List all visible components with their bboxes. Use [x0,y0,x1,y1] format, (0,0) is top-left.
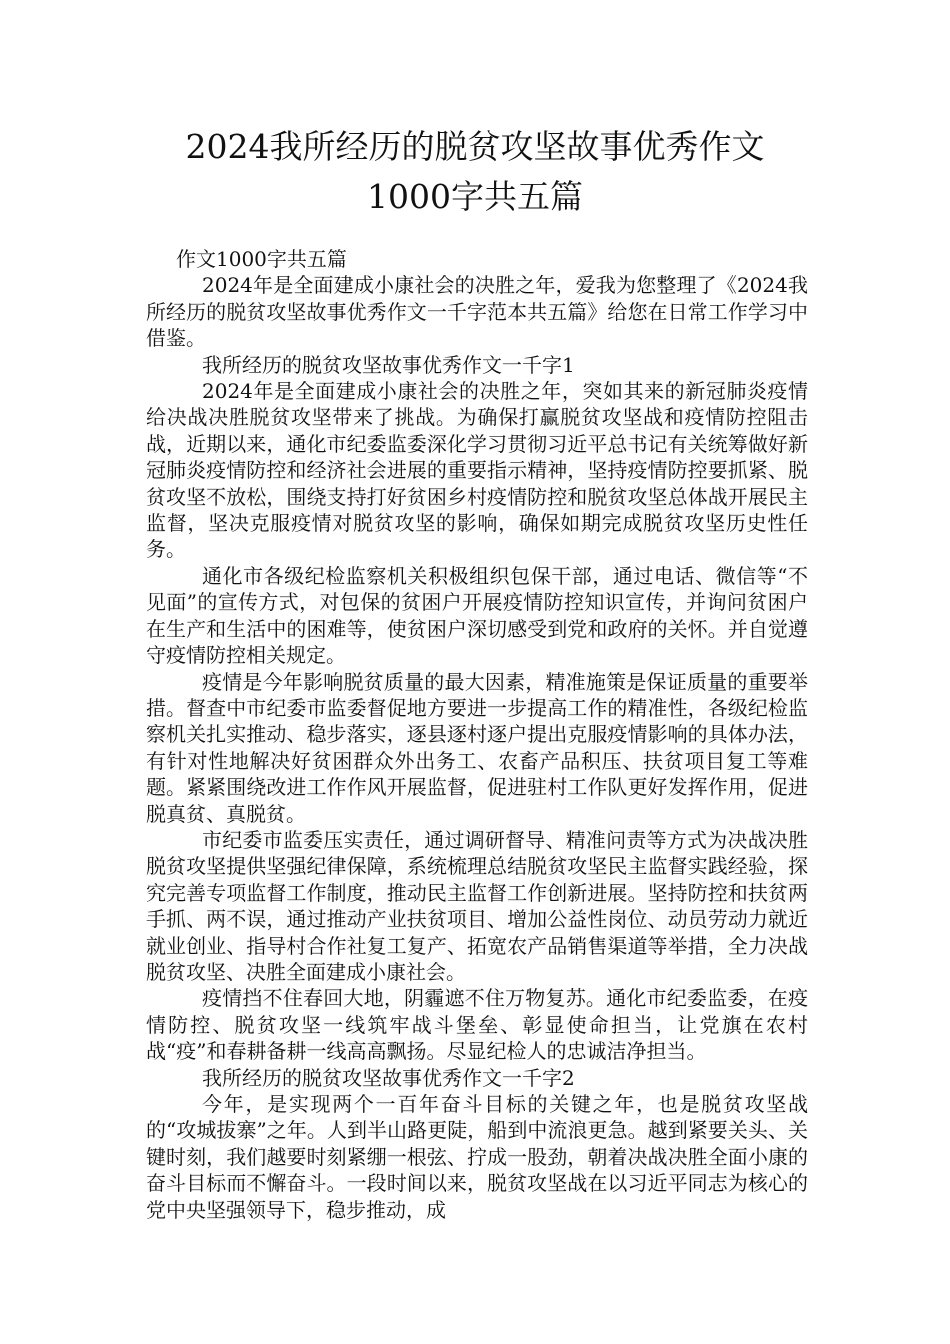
document-body [146,246,808,1223]
paragraph: 疫情是今年影响脱贫质量的最大因素，精准施策是保证质量的重要举措。督查中市纪委市监委督促地方要进一步提高工作的精准性，各级纪检监察机关扎实推动、稳步落实，逐县逐村逐户提出克服疫情影响的具体办法，有针对性地解决好贫困群众外出务工、农畜产品积压、扶贫项目复工等难题。紧紧围绕改进工作作风开展监督，促进驻村工作队更好发挥作用，促进脱真贫、真脱贫。 [146,669,808,826]
paragraph: 今年，是实现两个一百年奋斗目标的关键之年，也是脱贫攻坚战的“攻城拔寨”之年。人到半山路更陡，船到中流浪更急。越到紧要关头、关键时刻，我们越要时刻紧绷一根弦、拧成一股劲，朝着决战决胜全面小康的奋斗目标而不懈奋斗。一段时间以来，脱贫攻坚战在以习近平同志为核心的党中央坚强领导下，稳步推动，成 [146,1092,808,1222]
section-heading-1: 我所经历的脱贫攻坚故事优秀作文一千字1 [202,352,575,377]
paragraph: 通化市各级纪检监察机关积极组织包保干部，通过电话、微信等“不见面”的宣传方式，对包保的贫困户开展疫情防控知识宣传，并询问贫困户在生产和生活中的困难等，使贫困户深切感受到党和政府的关怀。并自觉遵守疫情防控相关规定。 [146,563,808,668]
title-line-1: 2024我所经历的脱贫攻坚故事优秀作文 [185,127,765,166]
paragraph-subtitle: 作文1000字共五篇 [176,247,347,271]
title-line-2: 1000字共五篇 [367,177,583,216]
section-heading-2: 我所经历的脱贫攻坚故事优秀作文一千字2 [202,1065,575,1090]
paragraph-intro: 2024年是全面建成小康社会的决胜之年，爱我为您整理了《2024我所经历的脱贫攻坚故事优秀作文一千字范本共五篇》给您在日常工作学习中借鉴。 [146,273,808,351]
paragraph: 2024年是全面建成小康社会的决胜之年，突如其来的新冠肺炎疫情给决战决胜脱贫攻坚带来了挑战。为确保打赢脱贫攻坚战和疫情防控阻击战，近期以来，通化市纪委监委深化学习贯彻习近平总书记有关统筹做好新冠肺炎疫情防控和经济社会进展的重要指示精神，坚持疫情防控要抓紧、脱贫攻坚不放松，围绕支持打好贫困乡村疫情防控和脱贫攻坚总体战开展民主监督，坚决克服疫情对脱贫攻坚的影响，确保如期完成脱贫攻坚历史性任务。 [146,379,808,562]
paragraph: 市纪委市监委压实责任，通过调研督导、精准问责等方式为决战决胜脱贫攻坚提供坚强纪律保障，系统梳理总结脱贫攻坚民主监督实践经验，探究完善专项监督工作制度，推动民主监督工作创新进展。坚持防控和扶贫两手抓、两不误，通过推动产业扶贫项目、增加公益性岗位、动员劳动力就近就业创业、指导村合作社复工复产、拓宽农产品销售渠道等举措，全力决战脱贫攻坚、决胜全面建成小康社会。 [146,827,808,984]
document-title [120,122,830,222]
paragraph: 疫情挡不住春回大地，阴霾遮不住万物复苏。通化市纪委监委，在疫情防控、脱贫攻坚一线筑牢战斗堡垒、彰显使命担当，让党旗在农村战“疫”和春耕备耕一线高高飘扬。尽显纪检人的忠诚洁净担当。 [146,986,808,1064]
